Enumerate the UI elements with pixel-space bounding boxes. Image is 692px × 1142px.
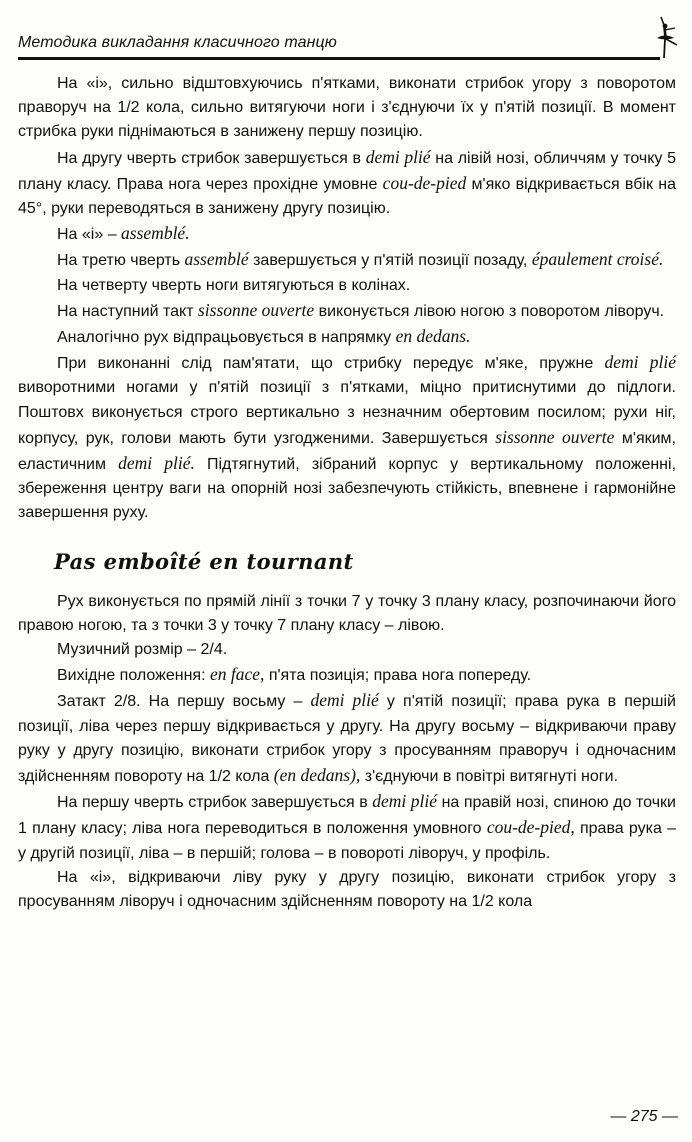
text-run: п'ята позиція; права нога попереду. (264, 667, 532, 685)
italic-term: assemblé (184, 249, 249, 270)
text-run: на лівій нозі, обличчям у точку 5 плану класу. Права нога через прохідне умовне (18, 149, 677, 193)
header-rule (18, 57, 660, 60)
text-run: Аналогічно рух відпрацьовується в напрямку (57, 329, 396, 347)
italic-term: sissonne ouverte (197, 299, 315, 320)
header-title: Методика викладання класичного танцю (18, 34, 337, 51)
text-run: Затакт 2/8. На першу восьму – (57, 693, 311, 711)
text-run: м'яким, еластичним (18, 429, 676, 474)
paragraphs-after-section (18, 590, 676, 915)
italic-term: demi plié (604, 352, 676, 373)
paragraph (18, 688, 676, 789)
text-run: Підтягнутий, зібраний корпус у вертикальному положенні, збереження центру ваги на опорній нозі забезпечують стійкість, впевнене і гармонійне завершення руху. (18, 456, 677, 522)
italic-term: (en dedans), (273, 765, 361, 786)
text-run: з'єднуючи в повітрі витягнуті ноги. (360, 768, 619, 786)
text-run: На третю чверть (57, 252, 185, 270)
paragraph (18, 274, 676, 298)
text-run: На наступний такт (57, 302, 198, 320)
page-number: — 275 — (610, 1108, 678, 1125)
italic-term: en face, (209, 664, 265, 685)
italic-term: demi plié (365, 146, 431, 167)
italic-term: en dedans. (395, 326, 471, 347)
text-run: виворотними ногами у п'ятій позиції з п'ятками, міцно притиснутими до підлоги. Поштовх виконується строго вертикально з незначним обертовим посилом; рухи ніг, корпусу, рук, голови мають бути узгодженими. Завершується (18, 379, 676, 447)
italic-term: assemblé. (121, 223, 190, 244)
text-run: На «і» – (57, 226, 122, 244)
text-run: На «і», відкриваючи ліву руку у другу позицію, виконати стрибок угору з просуванням ліворуч і одночасним здійсненням повороту на 1/2 кола (18, 868, 676, 911)
paragraph (18, 789, 676, 866)
text-run: Вихідне положення: (57, 667, 210, 685)
paragraph (18, 638, 676, 662)
paragraph (18, 145, 676, 222)
text-run: у п'ятій позиції; права рука в першій позиції, ліва через першу відкривається у другу. На другу восьму – відкриваючи праву руку у другу позицію, виконати стрибок угору з просуванням праворуч і одночасним здійсненням повороту на 1/2 кола (18, 693, 676, 786)
paragraph (18, 72, 676, 145)
text-run: На «і», сильно відштовхуючись п'ятками, виконати стрибок угору з поворотом праворуч на 1/2 кола, сильно витягуючи ноги і з'єднуючи їх у п'ятій позиції. В момент стрибка руки піднімаються в занижену першу позицію. (18, 75, 676, 141)
paragraph (18, 662, 676, 688)
italic-term: épaulement croisé. (531, 249, 664, 270)
text-run: на правій нозі, спиною до точки 1 плану класу; ліва нога переводиться в положення умовного (18, 794, 676, 838)
paragraph (18, 298, 676, 324)
text-run: м'яко відкривається вбік на 45°, руки переводяться в занижену другу позицію. (18, 175, 676, 218)
italic-term: demi plié (372, 791, 438, 812)
italic-term: demi plié (310, 690, 379, 711)
page-footer (578, 1108, 678, 1130)
running-header (18, 26, 678, 62)
ballerina-icon (646, 16, 682, 62)
text-run: На першу чверть стрибок завершується в (57, 794, 373, 812)
text-run: Музичний розмір – 2/4. (57, 641, 228, 659)
paragraph (18, 247, 676, 273)
paragraph (18, 590, 676, 638)
italic-term: cou-de-pied, (486, 817, 575, 838)
text-run: Рух виконується по прямій лінії з точки 7 у точку 3 плану класу, розпочинаючи його правою ногою, та з точки 3 у точку 7 плану класу – лівою. (18, 592, 676, 634)
italic-term: cou-de-pied (382, 172, 467, 193)
paragraph (18, 350, 676, 525)
paragraph (18, 221, 676, 247)
text-run: права рука – у другій позиції, ліва – в першій; голова – в повороті ліворуч, у профіль. (18, 820, 676, 862)
text-run: На другу чверть стрибок завершується в (57, 149, 366, 167)
paragraph (18, 324, 676, 350)
paragraphs-before-section (18, 72, 676, 526)
italic-term: demi plié. (118, 453, 195, 474)
text-run: При виконанні слід пам'ятати, що стрибку передує м'яке, пружне (57, 355, 605, 373)
page-body (18, 72, 676, 914)
text-run: завершується у п'ятій позиції позаду, (248, 252, 532, 270)
section-heading: Pas emboîté en tournant (54, 548, 354, 574)
paragraph (18, 866, 676, 914)
italic-term: sissonne ouverte (495, 426, 615, 447)
text-run: виконується лівою ногою з поворотом ліворуч. (314, 302, 665, 320)
text-run: На четверту чверть ноги витягуються в колінах. (57, 276, 411, 294)
